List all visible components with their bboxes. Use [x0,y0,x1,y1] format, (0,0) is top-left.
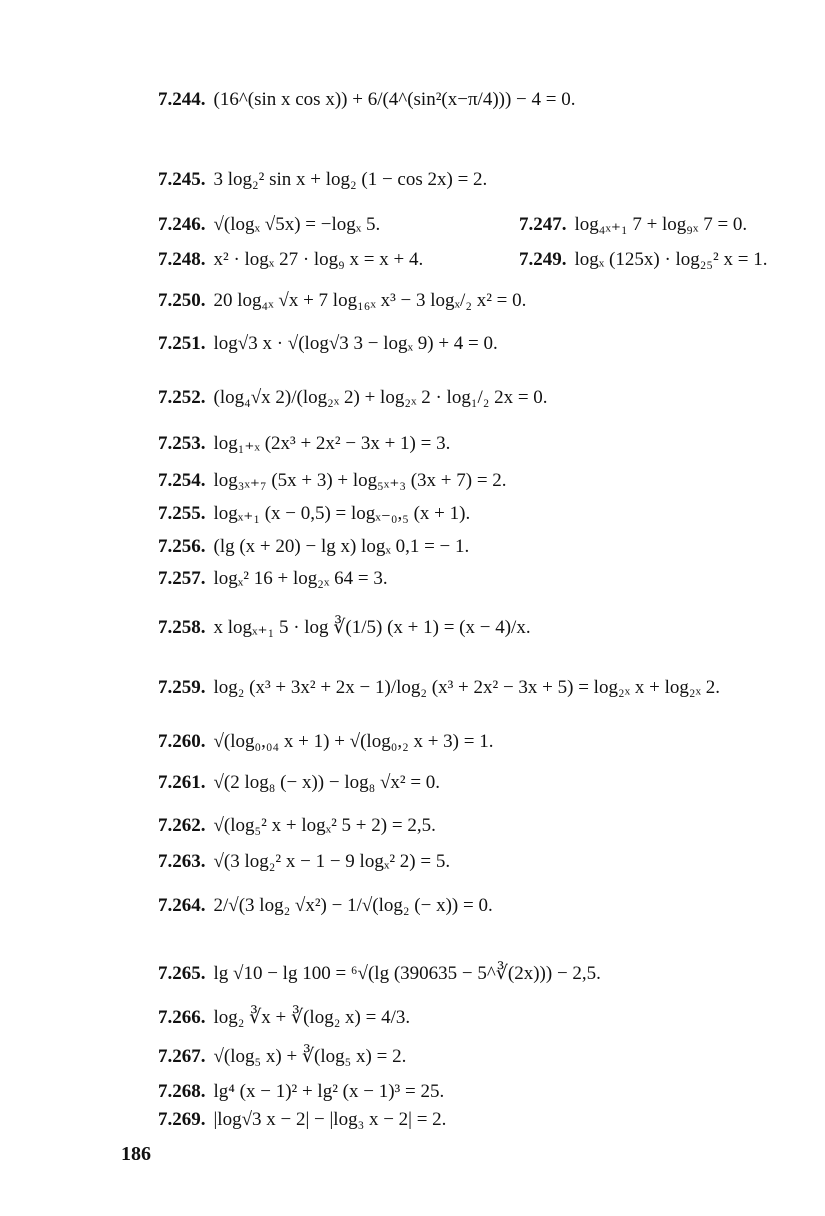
problem-7-257 [158,567,388,591]
problem-number: 7.266. [158,1007,206,1028]
problem-number: 7.258. [158,617,206,638]
problem-7-262 [158,814,436,838]
equation: (16^(sin x cos x)) + 6/(4^(sin²(x−π/4))) − 4 = 0. [213,89,576,110]
problem-number: 7.257. [158,568,206,589]
problem-number: 7.252. [158,387,206,408]
equation: √(2 log₈ (− x)) − log₈ √x² = 0. [213,772,441,793]
problem-number: 7.261. [158,772,206,793]
problem-number: 7.269. [158,1109,206,1130]
problem-number: 7.256. [158,536,206,557]
equation: √(logₓ √5x) = −logₓ 5. [213,214,381,235]
problem-7-268 [158,1080,444,1104]
equation: lg √10 − lg 100 = ⁶√(lg (390635 − 5^∛(2x))) − 2,5. [213,963,601,984]
equation: log₂ (x³ + 3x² + 2x − 1)/log₂ (x³ + 2x² − 3x + 5) = log₂ₓ x + log₂ₓ 2. [213,677,720,698]
problem-number: 7.253. [158,433,206,454]
problem-7-266 [158,1006,410,1030]
problem-number: 7.259. [158,677,206,698]
problem-7-245 [158,168,487,192]
equation: x² · logₓ 27 · log₉ x = x + 4. [213,249,424,270]
problem-number: 7.245. [158,169,206,190]
equation: log₁₊ₓ (2x³ + 2x² − 3x + 1) = 3. [213,433,451,454]
problem-number: 7.250. [158,290,206,311]
problem-number: 7.260. [158,731,206,752]
problem-number: 7.263. [158,851,206,872]
problem-7-264 [158,894,493,918]
problem-7-269 [158,1108,446,1132]
problem-number: 7.246. [158,214,206,235]
problem-7-258 [158,616,531,640]
problem-number: 7.262. [158,815,206,836]
equation: 3 log₂² sin x + log₂ (1 − cos 2x) = 2. [213,169,488,190]
problem-7-250 [158,289,526,313]
equation: 2/√(3 log₂ √x²) − 1/√(log₂ (− x)) = 0. [213,895,493,916]
problem-number: 7.251. [158,333,206,354]
equation: x logₓ₊₁ 5 · log ∛(1/5) (x + 1) = (x − 4)/x. [213,617,531,638]
problem-7-256 [158,535,469,559]
problem-number: 7.268. [158,1081,206,1102]
problem-7-260 [158,730,493,754]
problem-7-267 [158,1045,406,1069]
problem-number: 7.247. [519,214,567,235]
problem-7-259 [158,676,720,700]
problem-7-251 [158,332,498,356]
equation: logₓ (125x) · log₂₅² x = 1. [574,249,768,270]
equation: 20 log₄ₓ √x + 7 log₁₆ₓ x³ − 3 logₓ/₂ x² = 0. [213,290,527,311]
equation: (log₄√x 2)/(log₂ₓ 2) + log₂ₓ 2 · log₁/₂ 2x = 0. [213,387,548,408]
problem-7-255 [158,502,470,526]
problem-7-252 [158,386,548,410]
problem-number: 7.244. [158,89,206,110]
equation: √(log₅ x) + ∛(log₅ x) = 2. [213,1046,407,1067]
page-number: 186 [121,1143,151,1165]
equation: log₄ₓ₊₁ 7 + log₉ₓ 7 = 0. [574,214,748,235]
equation: (lg (x + 20) − lg x) logₓ 0,1 = − 1. [213,536,470,557]
equation: log√3 x · √(log√3 3 − logₓ 9) + 4 = 0. [213,333,498,354]
problem-7-248 [158,248,423,272]
equation: |log√3 x − 2| − |log₃ x − 2| = 2. [213,1109,447,1130]
problem-number: 7.248. [158,249,206,270]
problem-7-265 [158,962,601,986]
problem-number: 7.249. [519,249,567,270]
equation: lg⁴ (x − 1)² + lg² (x − 1)³ = 25. [213,1081,445,1102]
problem-7-253 [158,432,450,456]
problem-7-254 [158,469,507,493]
problem-number: 7.254. [158,470,206,491]
equation: log₂ ∛x + ∛(log₂ x) = 4/3. [213,1007,411,1028]
problem-number: 7.265. [158,963,206,984]
problem-7-249 [519,248,767,272]
equation: log₃ₓ₊₇ (5x + 3) + log₅ₓ₊₃ (3x + 7) = 2. [213,470,507,491]
problem-7-263 [158,850,450,874]
equation: √(log₅² x + logₓ² 5 + 2) = 2,5. [213,815,436,836]
problem-7-246 [158,213,380,237]
problem-7-261 [158,771,440,795]
problem-number: 7.267. [158,1046,206,1067]
problem-number: 7.255. [158,503,206,524]
equation: logₓ² 16 + log₂ₓ 64 = 3. [213,568,388,589]
problem-7-244 [158,88,575,112]
equation: √(log₀,₀₄ x + 1) + √(log₀,₂ x + 3) = 1. [213,731,494,752]
problem-7-247 [519,213,747,237]
equation: logₓ₊₁ (x − 0,5) = logₓ₋₀,₅ (x + 1). [213,503,471,524]
equation: √(3 log₂² x − 1 − 9 logₓ² 2) = 5. [213,851,451,872]
problem-number: 7.264. [158,895,206,916]
